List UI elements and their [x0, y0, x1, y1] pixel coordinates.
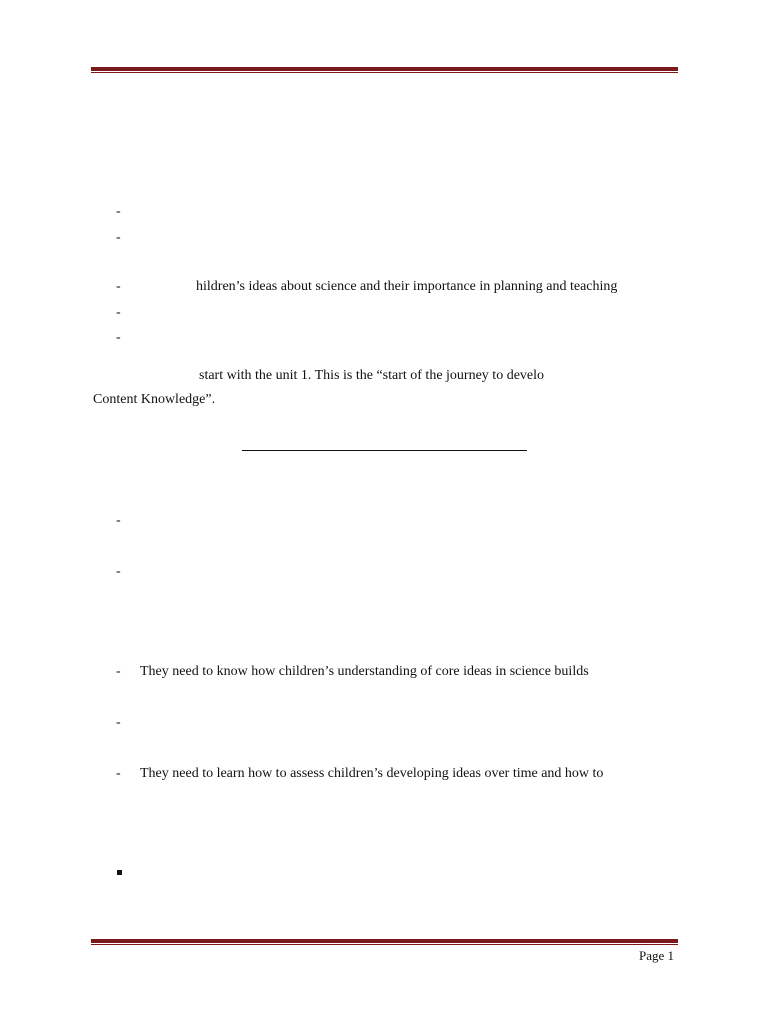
- page-number: Page 1: [638, 948, 674, 963]
- bullet-dash: -: [116, 715, 121, 730]
- bullet-dash: -: [116, 305, 121, 320]
- footer-rule: [91, 939, 678, 945]
- bullet-text: They need to know how children’s understanding of core ideas in science builds: [140, 664, 589, 679]
- bullet-dash: -: [116, 513, 121, 528]
- bullet-dash: -: [116, 279, 121, 294]
- bullet-dash: -: [116, 564, 121, 579]
- bullet-text: hildren’s ideas about science and their importance in planning and teaching: [196, 279, 618, 294]
- header-rule: [91, 67, 678, 73]
- paragraph-line: start with the unit 1. This is the “start of the journey to develo: [199, 368, 545, 383]
- bullet-text: They need to learn how to assess children’s developing ideas over time and how to: [140, 766, 604, 781]
- bullet-dash: -: [116, 230, 121, 245]
- paragraph-line: Content Knowledge”.: [93, 392, 216, 407]
- bullet-dash: -: [116, 664, 121, 679]
- square-bullet-icon: [117, 870, 122, 875]
- heading-underline: [242, 450, 527, 451]
- bullet-dash: -: [116, 204, 121, 219]
- bullet-dash: -: [116, 766, 121, 781]
- bullet-dash: -: [116, 330, 121, 345]
